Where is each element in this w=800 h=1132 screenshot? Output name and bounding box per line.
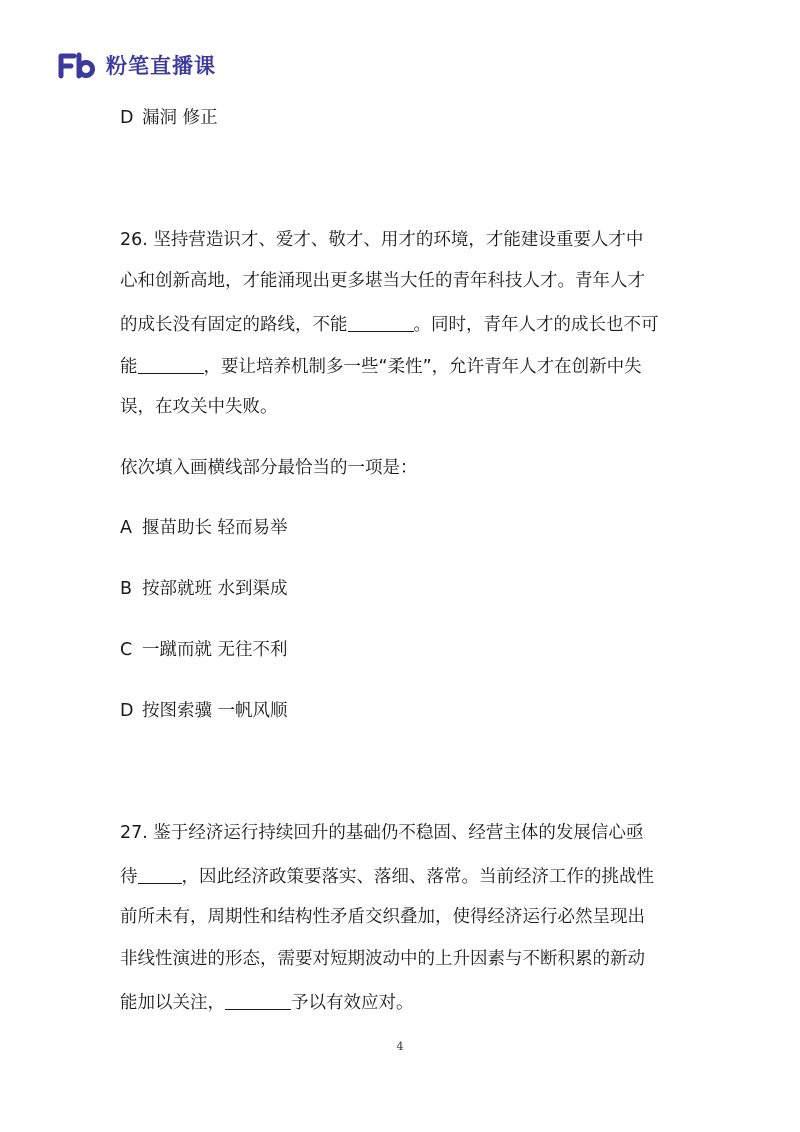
fb-logo-icon	[58, 52, 96, 80]
option-text: 按图索骥 一帆风顺	[142, 701, 288, 721]
answer-blank	[138, 867, 182, 884]
brand-name: 粉笔直播课	[106, 53, 216, 78]
answer-blank	[225, 993, 291, 1010]
q27-line-4: 非线性演进的形态，需要对短期波动中的上升因素与不断积累的新动	[120, 949, 645, 969]
q27-line-5-b: 予以有效应对。	[291, 993, 414, 1013]
q27-line-5	[120, 993, 414, 1013]
option-text: 漏洞 修正	[142, 108, 218, 128]
prev-option-d	[120, 110, 218, 128]
q26-line-3-a: 的成长没有固定的路线，不能	[120, 315, 348, 335]
q26-prompt: 依次填入画横线部分最恰当的一项是：	[120, 458, 418, 478]
option-text: 一蹴而就 无往不利	[142, 640, 288, 660]
q26-line-4-a: 能	[120, 357, 138, 377]
q26-option-c	[120, 642, 288, 660]
q27-line-1: 27. 鉴于经济运行持续回升的基础仍不稳固、经营主体的发展信心亟	[120, 823, 644, 843]
header-logo	[58, 52, 216, 80]
answer-blank	[138, 357, 204, 374]
q26-line-2: 心和创新高地，才能涌现出更多堪当大任的青年科技人才。青年人才	[120, 271, 645, 291]
q26-line-1: 26. 坚持营造识才、爱才、敬才、用才的环境，才能建设重要人才中	[120, 230, 644, 250]
option-text: 揠苗助长 轻而易举	[142, 518, 288, 538]
q27-line-2-b: ，因此经济政策要落实、落细、落常。当前经济工作的挑战性	[181, 867, 654, 887]
q27-line-2-a: 待	[120, 867, 138, 887]
q26-option-b	[120, 581, 288, 599]
q27-line-5-a: 能加以关注，	[120, 993, 225, 1013]
q27-line-2	[120, 867, 654, 887]
q26-option-a	[120, 520, 288, 538]
option-letter: B	[120, 579, 133, 599]
q26-line-3	[120, 315, 659, 335]
q26-line-5: 误，在攻关中失败。	[120, 397, 278, 417]
q26-option-d	[120, 703, 288, 721]
q26-line-4-b: ，要让培养机制多一些“柔性”，允许青年人才在创新中失	[203, 357, 642, 377]
option-letter: A	[120, 518, 132, 538]
option-letter: C	[120, 640, 133, 660]
option-text: 按部就班 水到渠成	[142, 579, 288, 599]
q26-line-3-b: 。同时，青年人才的成长也不可	[413, 315, 659, 335]
option-letter: D	[120, 108, 134, 128]
q26-line-4	[120, 357, 642, 377]
option-letter: D	[120, 701, 134, 721]
answer-blank	[348, 315, 414, 332]
q27-line-3: 前所未有，周期性和结构性矛盾交织叠加，使得经济运行必然呈现出	[120, 907, 645, 927]
page-number: 4	[396, 1040, 404, 1053]
